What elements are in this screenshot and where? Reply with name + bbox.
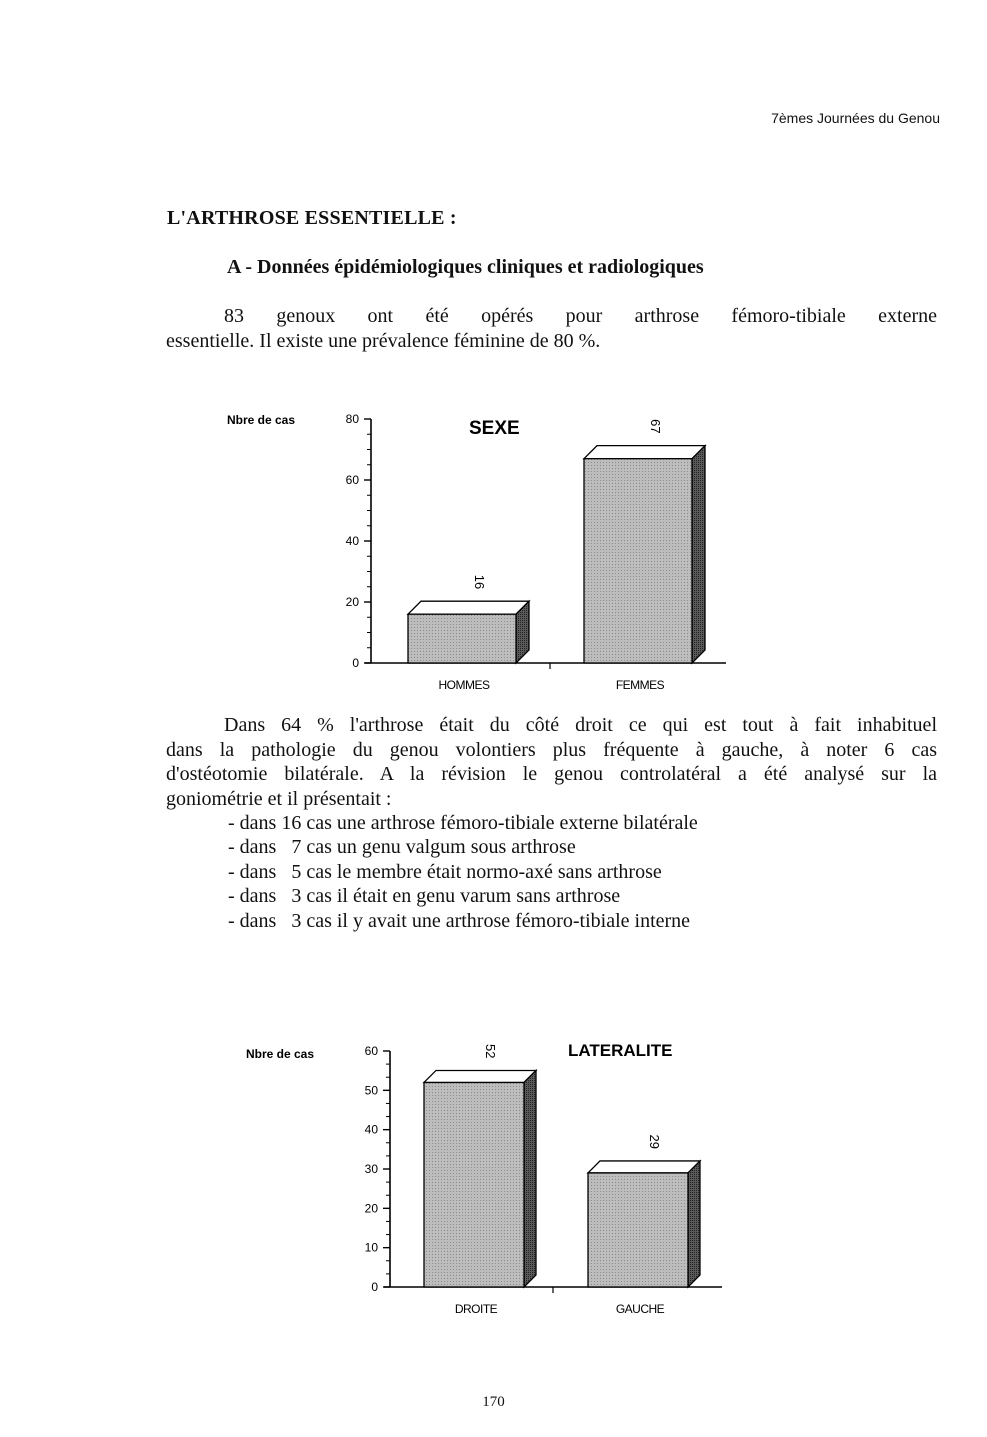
x-tick-label: GAUCHE xyxy=(615,1302,665,1316)
y-tick-label: 60 xyxy=(345,473,359,487)
chart-title: LATERALITE xyxy=(568,1041,673,1060)
bar-top-face xyxy=(424,1070,536,1082)
y-tick-label: 20 xyxy=(364,1201,378,1216)
y-tick-label: 40 xyxy=(364,1122,378,1137)
bar xyxy=(424,1082,524,1287)
x-tick-label: HOMMES xyxy=(438,678,490,692)
list-item: - dans 5 cas le membre était normo-axé sans arthrose xyxy=(228,860,662,883)
y-tick-label: 10 xyxy=(364,1240,378,1255)
bar-side-face xyxy=(688,1161,700,1287)
bar-top-face xyxy=(588,1161,700,1173)
chart-title: SEXE xyxy=(469,418,520,439)
data-label: 52 xyxy=(483,1043,498,1059)
page-number: 170 xyxy=(482,1394,505,1410)
y-tick-label: 0 xyxy=(352,656,359,670)
y-axis-label: Nbre de cas xyxy=(246,1047,315,1061)
y-tick-label: 0 xyxy=(371,1280,378,1294)
bar xyxy=(588,1173,688,1287)
data-label: 29 xyxy=(647,1134,662,1149)
paragraph-line: essentielle. Il existe une prévalence féminine de 80 %. xyxy=(166,329,601,352)
list-item: - dans 3 cas il y avait une arthrose fémoro-tibiale interne xyxy=(228,909,691,932)
y-tick-label: 50 xyxy=(364,1083,378,1098)
y-tick-label: 40 xyxy=(345,534,359,548)
data-label: 16 xyxy=(471,574,487,590)
list-item: - dans 16 cas une arthrose fémoro-tibiale externe bilatérale xyxy=(228,812,698,834)
paragraph-line: dans la pathologie du genou volontiers plus fréquente à gauche, à noter 6 cas xyxy=(166,738,937,761)
y-tick-label: 30 xyxy=(364,1162,378,1176)
list-item: - dans 3 cas il était en genu varum sans arthrose xyxy=(228,885,621,908)
y-tick-label: 80 xyxy=(345,412,359,426)
list-item: - dans 7 cas un genu valgum sous arthrose xyxy=(228,836,576,859)
section-title: L'ARTHROSE ESSENTIELLE : xyxy=(167,207,457,229)
y-axis-label: Nbre de cas xyxy=(227,413,296,427)
running-header: 7èmes Journées du Genou xyxy=(771,110,940,126)
bar-side-face xyxy=(524,1070,536,1287)
paragraph-line: 83 genoux ont été opérés pour arthrose fémoro-tibiale externe xyxy=(224,305,937,327)
y-tick-label: 60 xyxy=(364,1044,378,1058)
x-tick-label: DROITE xyxy=(454,1302,498,1316)
paragraph-line: d'ostéotomie bilatérale. A la révision le genou controlatéral a été analysé sur la xyxy=(166,763,937,785)
x-tick-label: FEMMES xyxy=(615,678,665,692)
paragraph-line: goniométrie et il présentait : xyxy=(166,787,392,810)
subsection-title: A - Données épidémiologiques cliniques et radiologiques xyxy=(227,256,704,278)
data-label: 67 xyxy=(647,419,663,434)
y-tick-label: 20 xyxy=(345,595,359,609)
paragraph-line: Dans 64 % l'arthrose était du côté droit ce qui est tout à fait inhabituel xyxy=(224,714,937,736)
